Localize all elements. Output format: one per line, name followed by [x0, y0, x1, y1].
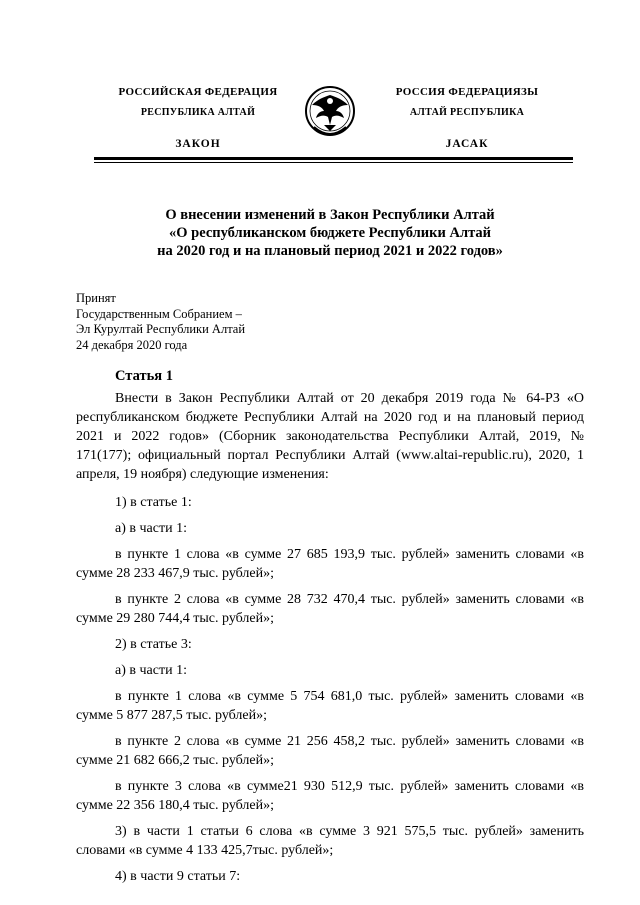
adoption-info [76, 291, 245, 353]
document-header [0, 86, 640, 162]
article-paragraph: в пункте 3 слова «в сумме21 930 512,9 тыс. рублей» заменить словами «в сумме 22 356 180,4 тыс. рублей»; [76, 779, 584, 813]
article-paragraph: 1) в статье 1: [115, 495, 192, 510]
title-line: на 2020 год и на плановый период 2021 и 2022 годов» [157, 243, 503, 259]
article-paragraph: в пункте 1 слова «в сумме 27 685 193,9 тыс. рублей» заменить словами «в сумме 28 233 467,9 тыс. рублей»; [76, 547, 584, 581]
header-divider-thick [94, 157, 573, 160]
header-divider-thin [94, 162, 573, 163]
header-right-block [352, 86, 582, 151]
title-line: «О республиканском бюджете Республики Алтай [168, 225, 491, 241]
header-right-country: РОССИЯ ФЕДЕРАЦИЯЗЫ [395, 86, 539, 98]
header-left-country: РОССИЙСКАЯ ФЕДЕРАЦИЯ [118, 86, 278, 98]
adoption-date: 24 декабря 2020 года [76, 337, 188, 352]
article-paragraph: 3) в части 1 статьи 6 слова «в сумме 3 921 575,5 тыс. рублей» заменить словами «в сумме 4 133 425,7тыс. рублей»; [76, 824, 584, 858]
article-paragraph: 2) в статье 3: [115, 637, 192, 652]
coat-of-arms-icon [302, 81, 358, 145]
adoption-line: Эл Курултай Республики Алтай [76, 322, 246, 336]
article-paragraph: в пункте 2 слова «в сумме 21 256 458,2 тыс. рублей» заменить словами «в сумме 21 682 666,2 тыс. рублей»; [76, 734, 584, 768]
article-paragraph: а) в части 1: [115, 521, 187, 536]
header-left-doc-type: ЗАКОН [175, 138, 221, 150]
header-left-republic: РЕСПУБЛИКА АЛТАЙ [140, 107, 256, 118]
document-title [76, 206, 584, 260]
adoption-line: Принят [76, 291, 116, 305]
article-paragraph: Внести в Закон Республики Алтай от 20 декабря 2019 года № 64-РЗ «О республиканском бюджете Республики Алтай на 2020 год и на плановый период 2021 и 2022 годов» (Сборник законодательства Республики Алтай, 2019, № 171(177); официальный портал Республики Алтай (www.altai-republic.ru), 2020, 1 апреля, 19 ноября) следующие изменения: [76, 391, 584, 482]
header-left-block [83, 86, 313, 151]
article-paragraph: в пункте 1 слова «в сумме 5 754 681,0 тыс. рублей» заменить словами «в сумме 5 877 287,5 тыс. рублей»; [76, 689, 584, 723]
header-right-doc-type: ЈАСАК [445, 138, 489, 150]
header-right-republic: АЛТАЙ РЕСПУБЛИКА [409, 107, 525, 118]
title-line: О внесении изменений в Закон Республики Алтай [165, 207, 495, 223]
article-paragraph: в пункте 2 слова «в сумме 28 732 470,4 тыс. рублей» заменить словами «в сумме 29 280 744,4 тыс. рублей»; [76, 592, 584, 626]
article-body [76, 389, 584, 893]
article-paragraph: а) в части 1: [115, 663, 187, 678]
article-paragraph: 4) в части 9 статьи 7: [115, 869, 241, 884]
article-title: Статья 1 [115, 368, 173, 384]
adoption-line: Государственным Собранием – [76, 306, 242, 321]
